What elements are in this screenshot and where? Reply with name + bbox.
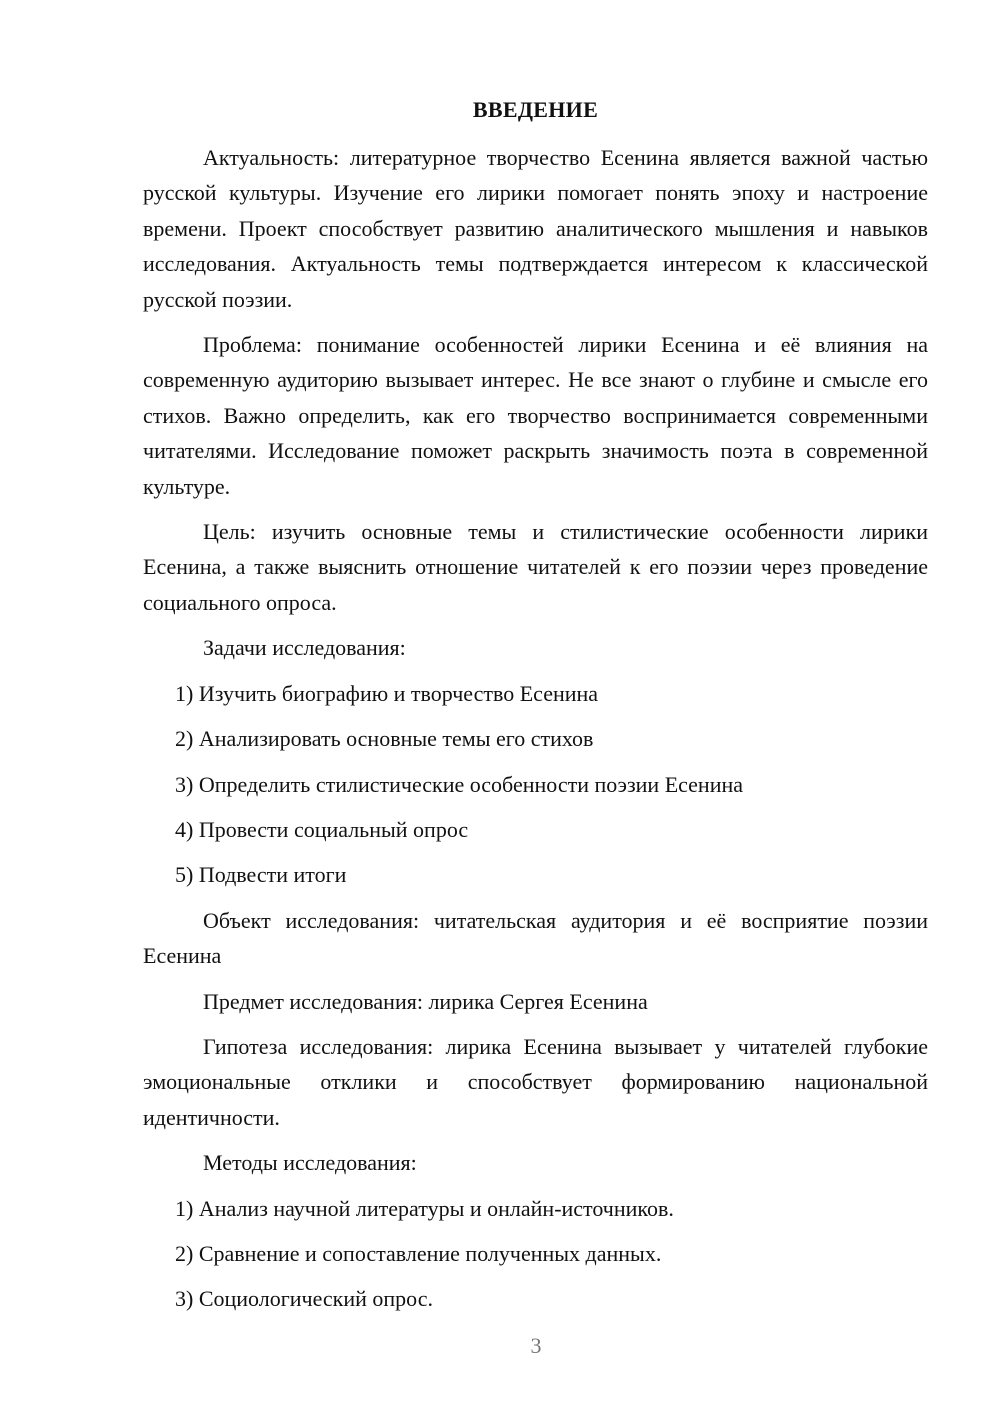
problem-paragraph: Проблема: понимание особенностей лирики Есенина и её влияния на современную аудиторию вызывает интерес. Не все знают о глубине и смысле его стихов. Важно определить, как его творчество воспринимается современными читателями. Исследование поможет раскрыть значимость поэта в современной культуре. bbox=[143, 332, 928, 499]
method-item: 1) Анализ научной литературы и онлайн-источников. bbox=[175, 1195, 674, 1221]
tasks-label: Задачи исследования: bbox=[203, 635, 406, 661]
actuality-paragraph: Актуальность: литературное творчество Есенина является важной частью русской культуры. Изучение его лирики помогает понять эпоху и настроение времени. Проект способствует развитию аналитического мышления и навыков исследования. Актуальность темы подтверждается интересом к классической русской поэзии. bbox=[143, 145, 928, 312]
methods-label: Методы исследования: bbox=[203, 1150, 417, 1176]
object-paragraph: Объект исследования: читательская аудитория и её восприятие поэзии Есенина bbox=[143, 907, 928, 969]
task-item: 1) Изучить биографию и творчество Есенина bbox=[175, 680, 599, 706]
section-heading: ВВЕДЕНИЕ bbox=[472, 97, 599, 122]
subject-paragraph: Предмет исследования: лирика Сергея Есенина bbox=[203, 988, 648, 1014]
task-item: 3) Определить стилистические особенности поэзии Есенина bbox=[175, 771, 744, 797]
hypothesis-paragraph: Гипотеза исследования: лирика Есенина вызывает у читателей глубокие эмоциональные отклики и способствует формированию национальной идентичности. bbox=[143, 1033, 928, 1130]
task-item: 5) Подвести итоги bbox=[175, 862, 347, 888]
page-number: 3 bbox=[530, 1333, 542, 1358]
goal-paragraph: Цель: изучить основные темы и стилистические особенности лирики Есенина, а также выяснить отношение читателей к его поэзии через проведение социального опроса. bbox=[143, 519, 928, 615]
task-item: 4) Провести социальный опрос bbox=[175, 816, 469, 842]
task-item: 2) Анализировать основные темы его стихов bbox=[175, 726, 594, 752]
method-item: 3) Социологический опрос. bbox=[175, 1286, 433, 1312]
document-page bbox=[143, 92, 928, 1317]
method-item: 2) Сравнение и сопоставление полученных данных. bbox=[175, 1240, 662, 1266]
